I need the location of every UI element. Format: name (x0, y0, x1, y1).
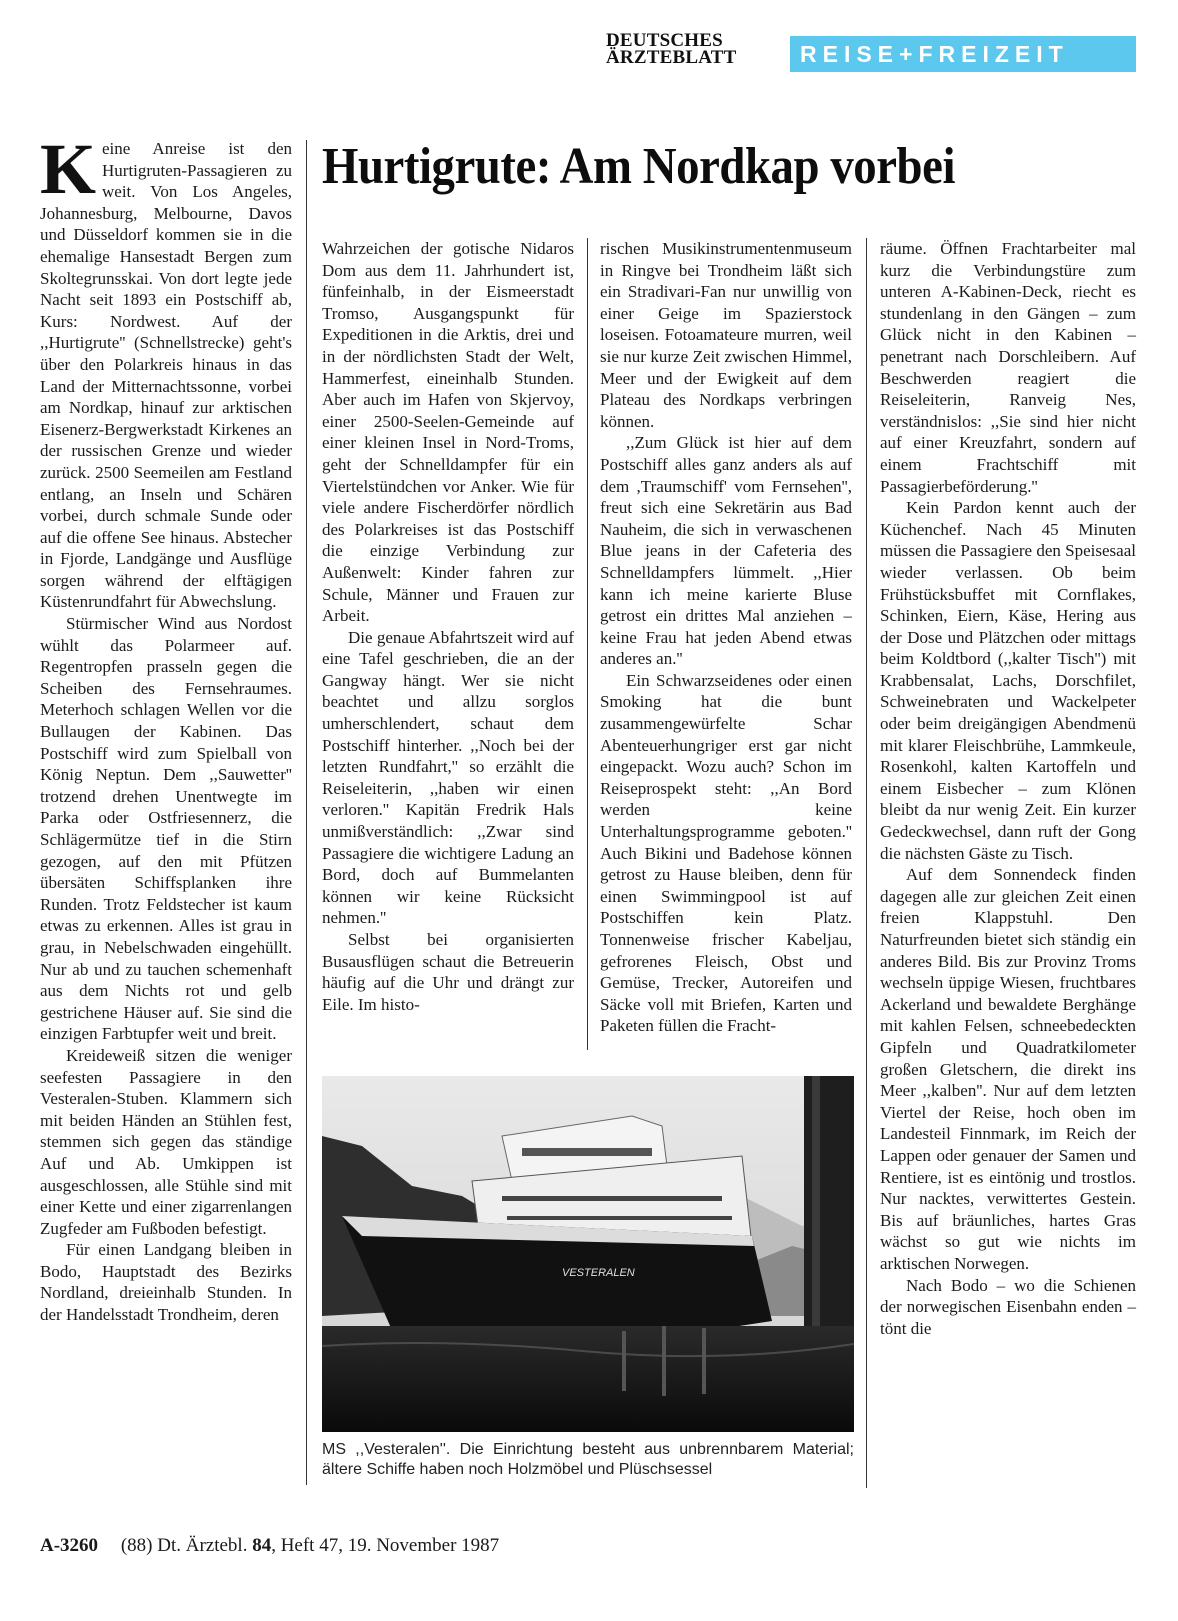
article-column-3 (600, 238, 852, 1050)
citation-prefix: (88) Dt. Ärztebl. (120, 1535, 253, 1556)
masthead-line2: ÄRZTEBLATT (606, 47, 737, 68)
paragraph: Kreideweiß sitzen die weniger seefesten Passagiere in den Vesteralen-Stuben. Klammern sich mit beiden Händen an Stühlen fest, stemmen sich gegen das ständige Auf und Ab. Umkippen ist ausgeschlossen, alle Stühle sind mit einer Kette und einer zigarrenlangen Zugfeder am Fußboden befestigt. (40, 1045, 292, 1238)
paragraph: ,,Zum Glück ist hier auf dem Postschiff alles ganz anders als auf dem ,Traumschiff' vom Fernsehen'', freut sich eine Sekretärin aus Bad Nauheim, die sich in verwaschenen Blue jeans in der Cafeteria des Schnelldampfers lümmelt. ,,Hier kann ich meine karierte Bluse getrost ein drittes Mal anziehen – keine Frau hat jeden Abend etwas anderes an.'' (600, 433, 852, 669)
drop-cap: K (40, 129, 97, 209)
citation-suffix: , Heft 47, 19. November 1987 (271, 1535, 500, 1556)
paragraph: Wahrzeichen der gotische Nidaros Dom aus dem 11. Jahrhundert ist, fünfeinhalb, in der Eismeerstadt Tromso, Ausgangspunkt für Expeditionen in die Arktis, drei und in der nördlichsten Stadt der Welt, Hammerfest, eineinhalb Stunden. Aber auch im Hafen von Skjervoy, einer 2500-Seelen-Gemeinde auf einer kleinen Insel in Nord-Troms, geht der Schnelldampfer für ein Viertelstündchen vor Anker. Wie für viele andere Fischerdörfer nördlich des Polarkreises ist das Postschiff die einzige Verbindung zur Außenwelt: Kinder fahren zur Schule, Männer und Frauen zur Arbeit. (322, 239, 574, 626)
paragraph: Selbst bei organisierten Busausflügen schaut die Betreuerin häufig auf die Uhr und drängt zur Eile. Im histo- (322, 930, 574, 1014)
masthead (606, 32, 766, 66)
column-rule (587, 238, 588, 1050)
paragraph: Die genaue Abfahrtszeit wird auf eine Tafel geschrieben, die an der Gangway hängt. Wer sie nicht beachtet und allzu sorglos umherschlendert, schaut dem Postschiff hinterher. ,,Noch bei der letzten Rundfahrt,'' so erzählt die Reiseleiterin, ,,haben wir einen verloren.'' Kapitän Fredrik Hals unmißverständlich: ,,Zwar sind Passagiere die wichtigere Ladung an Bord, doch auf Bummelanten können wir keine Rücksicht nehmen.'' (322, 627, 574, 928)
page-footer (40, 1535, 499, 1557)
paragraph: Nach Bodo – wo die Schienen der norwegischen Eisenbahn enden – tönt die (880, 1275, 1136, 1338)
ship-photo (322, 1076, 854, 1432)
paragraph: Ein Schwarzseidenes oder einen Smoking hat die bunt zusammengewürfelte Schar Abenteuerhungriger erst gar nicht eingepackt. Wozu auch? Schon im Reiseprospekt steht: ,,An Bord werden keine Unterhaltungsprogramme geboten.'' Auch Bikini und Badehose können getrost zu Hause bleiben, denn für einen Swimmingpool ist auf Postschiffen kein Platz. Tonnenweise frischer Kabeljau, gefrorenes Fleisch, Obst und Gemüse, Trecker, Autoreifen und Säcke voll mit Briefen, Karten und Paketen füllen die Fracht- (600, 670, 852, 1036)
paragraph: räume. Öffnen Frachtarbeiter mal kurz die Verbindungstüre zum unteren A-Kabinen-Deck, riecht es stundenlang in den Gängen – zum Glück nicht in den Kabinen – penetrant nach Dorschleibern. Auf Beschwerden reagiert die Reiseleiterin, Ranveig Nes, verständnislos: ,,Sie sind hier nicht auf einer Kreuzfahrt, sondern auf einem Frachtschiff mit Passagierbeförderung.'' (880, 239, 1136, 496)
article-headline: Hurtigrute: Am Nordkap vorbei (322, 138, 956, 195)
citation-volume: 84 (252, 1535, 272, 1556)
column-rule (306, 140, 307, 1485)
paragraph: Keine Anreise ist den Hurtigruten-Passagieren zu weit. Von Los Angeles, Johannesburg, Melbourne, Davos und Düsseldorf kommen sie in die ehemalige Hansestadt Bergen zum Skoltegrunsskai. Von dort legte jede Nacht seit 1893 ein Postschiff ab, Kurs: Nordwest. Auf der ,,Hurtigrute'' (Schnellstrecke) geht's über den Polarkreis hinaus in das Land der Mitternachtssonne, vorbei am Nordkap, hinauf zur arktischen Eisenerz-Bergwerkstadt Kirkenes an der russischen Grenze und wieder zurück. 2500 Seemeilen am Festland entlang, an Inseln und Schären vorbei, durch schmale Sunde oder auf die offene See hinaus. Abstecher in Fjorde, Landgänge und Ausflüge sorgen während der elftägigen Küstenrundfahrt für Abwechslung. (40, 129, 292, 612)
column-rule (866, 238, 867, 1488)
paragraph: Stürmischer Wind aus Nordost wühlt das Polarmeer auf. Regentropfen prasseln gegen die Scheiben des Fernsehraumes. Meterhoch schlagen Wellen vor die Bullaugen der Kabinen. Das Postschiff wird zum Spielball von König Neptun. Dem ,,Sauwetter'' trotzend drehen Unentwegte im Parka oder Ostfriesennerz, die Schlägermütze tief in die Stirn gezogen, auf den mit Pfützen übersäten Schiffsplanken ihre Runden. Trotz Feldstecher ist kaum etwas zu erkennen. Alles ist grau in grau, in Nebelschwaden eingehüllt. Nur ab und zu tauchen schemenhaft aus dem Nichts rot und gelb gestrichene Häuser auf. Sie sind die einzigen Farbtupfer weit und breit. (40, 614, 292, 1044)
paragraph: Auf dem Sonnendeck finden dagegen alle zur gleichen Zeit einen freien Klappstuhl. Den Naturfreunden bietet sich ständig ein anderes Bild. Bis zur Provinz Troms wechseln üppige Wiesen, fruchtbares Ackerland und bewaldete Berghänge mit kahlen Felsen, schneebedeckten Gipfeln und Quadratkilometer großen Gletschern, die direkt ins Meer ,,kalben''. Nur auf dem letzten Viertel der Reise, hoch oben im Landesteil Finnmark, im Reich der Lappen oder genauer der Samen und Rentiere, ist es eintönig und trostlos. Nur nacktes, verwittertes Gestein. Bis auf bräunliches, hartes Gras wächst so gut wie nichts im arktischen Norwegen. (880, 865, 1136, 1273)
page-number: A-3260 (40, 1535, 99, 1556)
article-column-4 (880, 238, 1136, 1510)
article-column-2 (322, 238, 574, 1050)
section-tag: REISE+FREIZEIT (790, 36, 1136, 72)
paragraph: Für einen Landgang bleiben in Bodo, Hauptstadt des Bezirks Nordland, dreieinhalb Stunden. In der Handelsstadt Trondheim, deren (40, 1240, 292, 1325)
paragraph: rischen Musikinstrumentenmuseum in Ringve bei Trondheim läßt sich ein Stradivari-Fan nur unwillig von einer Geige im Spazierstock loseisen. Fotoamateure murren, weil sie nur kurze Zeit zwischen Himmel, Meer und der Ewigkeit auf dem Plateau des Nordkaps verbringen können. (600, 239, 852, 431)
article-column-1 (40, 129, 292, 1510)
paragraph: Kein Pardon kennt auch der Küchenchef. Nach 45 Minuten müssen die Passagiere den Speisesaal wieder verlassen. Ob beim Frühstücksbuffet mit Cornflakes, Schinken, Eiern, Käse, Hering aus der Dose und Plätzchen oder mittags beim Koldtbord (,,kalter Tisch'') mit Krabbensalat, Lachs, Dorschfilet, Schweinebraten und Wackelpeter oder beim dreigängigen Abendmenü mit klarer Fleischbrühe, Lammkeule, Rosenkohl, kalten Kartoffeln und einem Eisbecher – zum Klönen bleibt da nur wenig Zeit. Ein kurzer Gedeckwechsel, dann ruft der Gong die nächsten Gäste zu Tisch. (880, 498, 1136, 863)
photo-caption: MS ,,Vesteralen''. Die Einrichtung besteht aus unbrennbarem Material; ältere Schiffe haben noch Holzmöbel und Plüschsessel (322, 1441, 854, 1478)
masthead-line1: DEUTSCHES (606, 30, 723, 51)
ship-hull-name: VESTERALEN (562, 1267, 635, 1279)
